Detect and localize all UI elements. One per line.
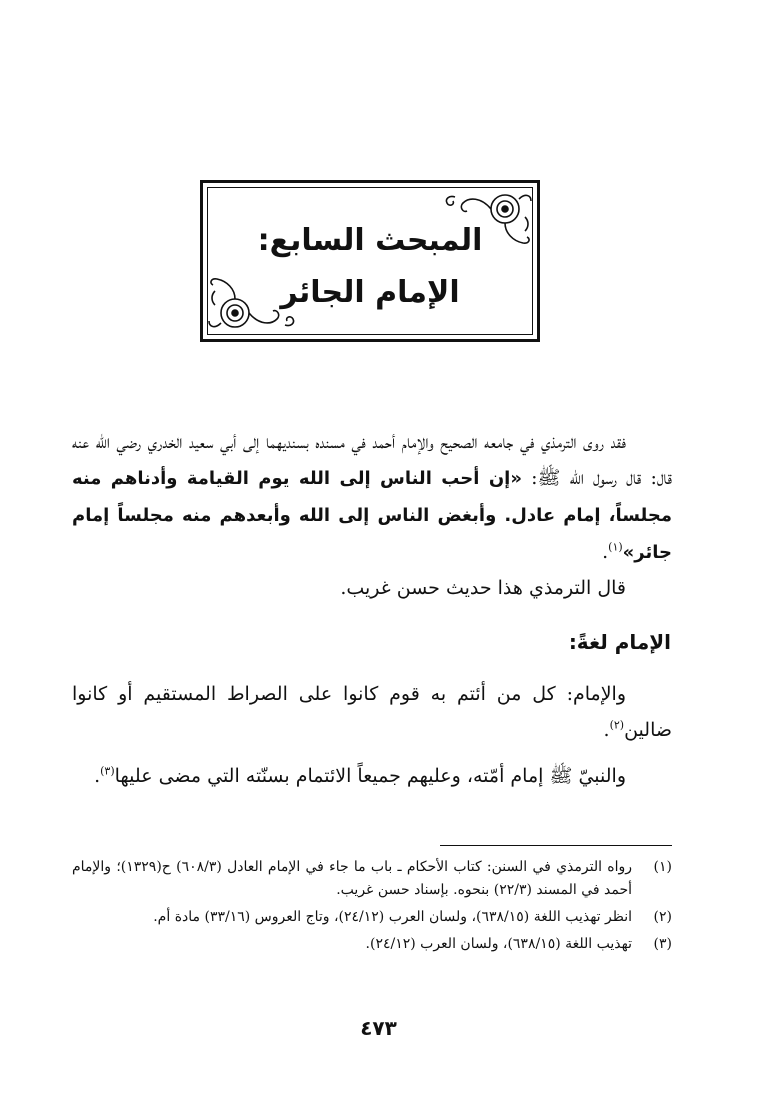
paragraph-end-dot: . — [602, 541, 609, 563]
paragraph-grading — [72, 570, 672, 606]
prophet-text: والنبيّ ﷺ إمام أمّته، وعليهم جميعاً الائتمام بسنّته التي مضى عليها — [114, 765, 626, 787]
footnote — [72, 933, 672, 956]
paragraph-end-dot: . — [603, 719, 610, 741]
definition-text: والإمام: كل من أئتم به قوم كانوا على الصراط المستقيم أو كانوا ضالين — [72, 683, 672, 741]
paragraph-prophet — [72, 758, 672, 794]
paragraph-hadith — [72, 424, 672, 571]
footnote — [72, 856, 672, 902]
footnote — [72, 906, 672, 929]
page-number: ٤٧٣ — [360, 1016, 397, 1040]
chapter-title-frame — [200, 180, 540, 342]
paragraph-intro: فقد روى الترمذي في جامعه الصحيح والإمام أحمد في مسنده بسنديهما إلى أبي سعيد الخدري رضي الله عنه قال: قال رسول الله ﷺ: — [72, 431, 672, 489]
hadith-quote: «إن أحب الناس إلى الله يوم القيامة وأدناهم منه مجلساً، إمام عادل. وأبغض الناس إلى الله وأبعدهم منه مجلساً إمام جائر» — [72, 468, 672, 563]
footnote-number: (٢) — [653, 909, 672, 925]
footnote-text: تهذيب اللغة (٦٣٨/١٥)، ولسان العرب (٢٤/١٢). — [365, 936, 632, 952]
footnote-separator — [440, 845, 672, 846]
paragraph-end-dot: . — [94, 765, 101, 787]
footnote-ref-2: (٢) — [609, 718, 625, 732]
footnote-number: (١) — [653, 859, 672, 875]
footnote-number: (٣) — [653, 936, 672, 952]
chapter-subtitle: الإمام الجائر — [280, 275, 460, 310]
footnote-text: انظر تهذيب اللغة (٦٣٨/١٥)، ولسان العرب (٢٤/١٢)، وتاج العروس (٣٣/١٦) مادة أم. — [153, 909, 632, 925]
paragraph-definition — [72, 676, 672, 748]
footnote-text: رواه الترمذي في السنن: كتاب الأحكام ـ باب ما جاء في الإمام العادل (٦٠٨/٣) ح(١٣٢٩)؛ والإمام أحمد في المسند (٢٢/٣) بنحوه. بإسناد حسن غريب. — [72, 859, 632, 898]
footnote-ref-1: (١) — [608, 540, 623, 554]
grading-text: قال الترمذي هذا حديث حسن غريب. — [340, 577, 626, 599]
section-heading: الإمام لغةً: — [568, 630, 671, 654]
footnote-ref-3: (٣) — [100, 764, 115, 778]
footnotes — [72, 856, 672, 960]
chapter-title: المبحث السابع: — [257, 223, 483, 258]
